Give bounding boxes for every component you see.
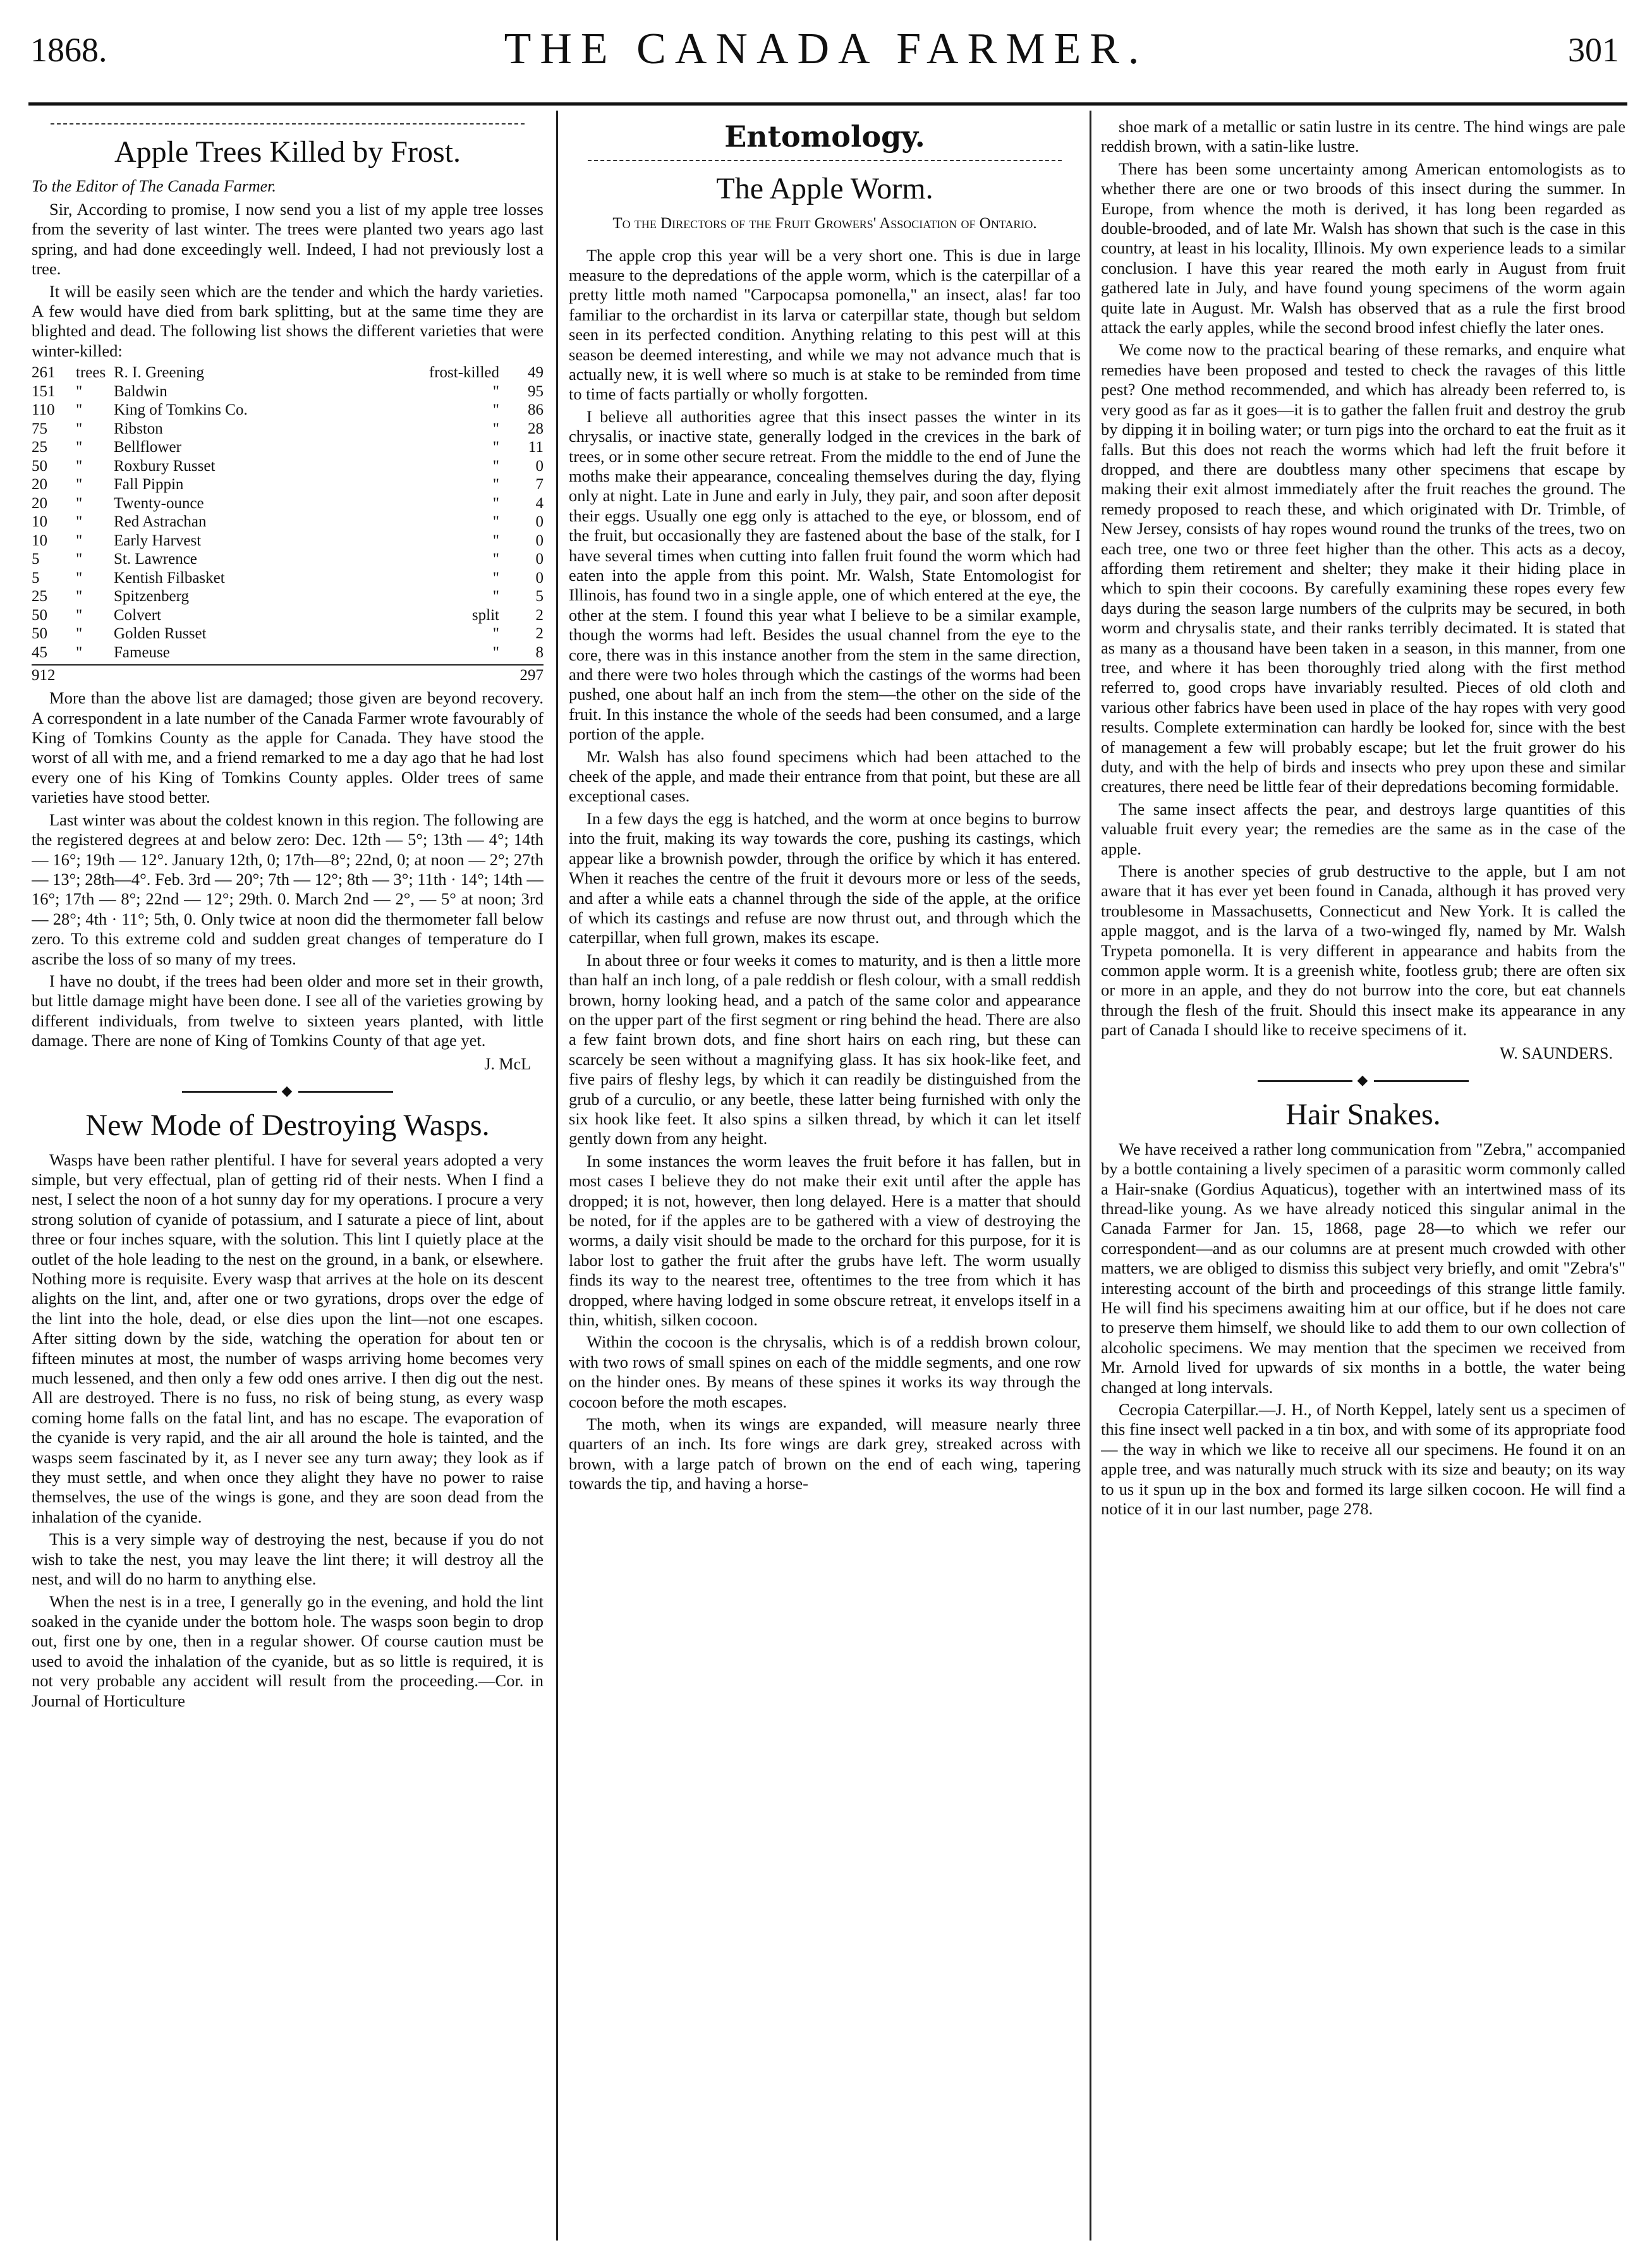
article-address: To the Editor of The Canada Farmer. bbox=[32, 177, 276, 195]
cell-name: Fall Pippin bbox=[114, 476, 184, 494]
paragraph: Mr. Walsh has also found specimens which had been attached to the cheek of the apple, and made their entrance from that point, but these are all exceptional cases. bbox=[569, 746, 1081, 806]
cell-name: Red Astrachan bbox=[114, 513, 207, 531]
cell-q: " bbox=[76, 643, 83, 661]
article-title-apple-worm: The Apple Worm. bbox=[716, 172, 933, 205]
cell-note: " bbox=[492, 420, 499, 437]
section-heading: Entomology. bbox=[724, 119, 925, 154]
cell-n: 261 bbox=[32, 364, 56, 382]
cell-note: " bbox=[492, 476, 499, 494]
rule bbox=[51, 123, 525, 125]
issue-year: 1868. bbox=[30, 31, 107, 69]
article-body bbox=[1101, 117, 1625, 1040]
paragraph: This is a very simple way of destroying the nest, because if you do not wish to take the nest, you may leave the lint there; it will destroy all the nest, and will do no harm to anything else. bbox=[32, 1529, 544, 1589]
cell-q: " bbox=[76, 550, 83, 568]
cell-n: 50 bbox=[32, 625, 47, 643]
paragraph: The apple crop this year will be a very short one. This is due in large measure to the depredations of the apple worm, which is the caterpillar of a pretty little moth named "Carpocapsa pomonella," an insect, alas! far too familiar to the orchardist in its larva or caterpillar state, though but seldom seen in its perfected condition. Anything relating to this pest will at this season be deemed interesting, and while we may not advance much that is actually new, it is well where so much is at stake to be reminded from time to time of facts partially or wholly forgotten. bbox=[569, 245, 1081, 404]
paragraph: In a few days the egg is hatched, and the worm at once begins to burrow into the fruit, making its way towards the core, pushing its castings, which appear like a brownish powder, through the orifice by which it has entered. When it reaches the centre of the fruit it devours more or less of the seeds, and after a while eats a channel through the side of the apple, at the orifice of which its castings and refuse are now thrust out, and through which the caterpillar, when full grown, makes its escape. bbox=[569, 808, 1081, 947]
cell-q: " bbox=[76, 513, 83, 531]
cell-name: Twenty-ounce bbox=[114, 494, 204, 512]
cell-v: 28 bbox=[528, 420, 544, 437]
cell-n: 25 bbox=[32, 439, 47, 456]
table-row bbox=[32, 363, 544, 382]
paragraph: When the nest is in a tree, I generally go in the evening, and hold the lint soaked in the cyanide under the bottom hole. The wasps soon begin to drop out, first one by one, then in a regular shower. Of course caution must be used to avoid the inhalation of the cyanide, but as so little is required, it is not very probable any accident will result from the proceeding.—Cor. in Journal of Horticulture bbox=[32, 1591, 544, 1710]
cell-note: " bbox=[492, 550, 499, 568]
table-row bbox=[32, 438, 544, 457]
newspaper-title: THE CANADA FARMER. bbox=[504, 25, 1148, 73]
paragraph: It will be easily seen which are the tender and which the hardy varieties. A few would have died from bark splitting, but at the same time they are blighted and dead. The following list shows the different varieties that were winter-killed: bbox=[32, 281, 544, 360]
cell-note: " bbox=[492, 439, 499, 456]
cell-n: 10 bbox=[32, 532, 47, 549]
cell-note: split bbox=[471, 606, 499, 624]
cell-v: 95 bbox=[528, 382, 544, 400]
table-row bbox=[32, 532, 544, 550]
cell-n: 151 bbox=[32, 382, 56, 400]
header-rule bbox=[28, 102, 1627, 106]
cell-v: 2 bbox=[535, 606, 544, 624]
cell-v: 7 bbox=[535, 476, 544, 494]
cell-name: Ribston bbox=[114, 420, 163, 437]
cell-n: 110 bbox=[32, 401, 55, 419]
cell-n: 45 bbox=[32, 643, 47, 661]
cell-note: frost-killed bbox=[428, 364, 499, 382]
cell-v: 2 bbox=[535, 625, 544, 643]
ornament-separator: ◆ bbox=[1101, 1072, 1625, 1088]
table-row bbox=[32, 587, 544, 606]
paragraph: Sir, According to promise, I now send you a list of my apple tree losses from the severity of last winter. The trees were planted two years ago last spring, and had done exceedingly well. Indeed, I had not previously lost a tree. bbox=[32, 200, 544, 279]
paragraph: The moth, when its wings are expanded, will measure nearly three quarters of an inch. Its fore wings are dark grey, streaked across with brown, with a large patch of brown on the end of each wing, tapering towards the tip, and having a horse- bbox=[569, 1414, 1081, 1493]
cell-n: 5 bbox=[32, 550, 40, 568]
cell-q: " bbox=[76, 569, 83, 587]
table-row bbox=[32, 494, 544, 513]
table-row bbox=[32, 401, 544, 420]
cell-n: 75 bbox=[32, 420, 47, 437]
cell-q: " bbox=[76, 606, 83, 624]
cell-v: 0 bbox=[535, 550, 544, 568]
cell-name: King of Tomkins Co. bbox=[114, 401, 248, 419]
cell-n: 25 bbox=[32, 588, 47, 605]
article-title-wasps: New Mode of Destroying Wasps. bbox=[85, 1108, 490, 1142]
cell-note: " bbox=[492, 532, 499, 549]
paragraph: Wasps have been rather plentiful. I have for several years adopted a very simple, but very effectual, plan of getting rid of their nests. When I find a nest, I select the noon of a hot sunny day for my operations. I procure a very strong solution of cyanide of potassium, and I saturate a piece of lint, about three or four inches square, with the solution. This lint I quietly place at the outlet of the hole leading to the nest on the ground, in a bank, or elsewhere. Nothing more is requisite. Every wasp that arrives at the hole on its descent alights on the lint, and, after one or two gyrations, drops over the edge of the lint into the hole, dead, or else dies upon the lint—not one escapes. After sitting down by the side, watching the operation for about ten or fifteen minutes at most, the number of wasps arriving home becomes very much lessened, and then only a few odd ones arrive. I then dig out the nest. All are destroyed. There is no fuss, no risk of being stung, as every wasp coming home falls on the fatal lint, and has no escape. The evaporation of the cyanide is very rapid, and the air all around the hole is tainted, and the wasps seem fascinated by it, as I never see any turn away; they look as if they must settle, and when once they alight they have no power to raise themselves, the use of the wings is gone, and they are soon dead from the inhalation of the cyanide. bbox=[32, 1150, 544, 1526]
cell-v: 5 bbox=[535, 588, 544, 605]
cell-v: 0 bbox=[535, 457, 544, 475]
article-address: To the Directors of the Fruit Growers' Association of Ontario. bbox=[612, 215, 1037, 232]
cell-name: Colvert bbox=[114, 606, 161, 624]
cell-v: 8 bbox=[535, 643, 544, 661]
table-row bbox=[32, 513, 544, 532]
cell-q: " bbox=[76, 494, 83, 512]
article-body bbox=[569, 246, 1081, 1494]
cell-note: " bbox=[492, 643, 499, 661]
total-killed: 297 bbox=[519, 667, 544, 684]
cell-name: Spitzenberg bbox=[114, 588, 189, 605]
cell-name: Baldwin bbox=[114, 382, 167, 400]
cell-n: 20 bbox=[32, 494, 47, 512]
cell-name: Golden Russet bbox=[114, 625, 207, 643]
cell-n: 50 bbox=[32, 606, 47, 624]
paragraph: There has been some uncertainty among American entomologists as to whether there are one or two broods of this insect during the summer. In Europe, from whence the moth is derived, it has long been regarded as double-brooded, and of late Mr. Walsh has shown that such is the case in this country, at least in his locality, Illinois. My own experience leads to a similar conclusion. I have this year reared the moth early in August from fruit gathered late in July, and have found young specimens of the worm again quite late in August. Mr. Walsh has observed that as a rule the first brood attack the early apples, while the second brood infest chiefly the later ones. bbox=[1101, 159, 1625, 337]
cell-name: R. I. Greening bbox=[114, 364, 205, 382]
paragraph: I believe all authorities agree that this insect passes the winter in its chrysalis, or inactive state, generally lodged in the crevices in the bark of trees, or in some other secure retreat. From the middle to the end of June the moths make their appearance, concealing themselves during the day, flying only at night. Late in June and early in July, they pair, and soon after deposit their eggs. Usually one egg only is attached to the eye, or blossom, end of the fruit, but occasionally they are fastened about the base of the stalk, for I have several times when cutting into fallen fruit found the worm which had eaten into the apple from this point. Mr. Walsh, State Entomologist for Illinois, has found two in a single apple, one of which entered at the eye, the other at the stem. I found this year what I believe to be a similar example, though the worms had left. Besides the usual channel from the eye to the core, there was in this instance another from the stem in the same direction, and there were two holes through which the castings of the worms had been pushed, one about half an inch from the stem—the other on the side of the fruit. In this instance the whole of the seeds had been consumed, and a large portion of the apple. bbox=[569, 406, 1081, 744]
cell-q: " bbox=[76, 532, 83, 549]
table-row bbox=[32, 382, 544, 401]
paragraph: We have received a rather long communication from "Zebra," accompanied by a bottle containing a lively specimen of a parasitic worm commonly called a Hair-snake (Gordius Aquaticus), together with an intertwined mass of its thread-like young. As we have already noticed this singular animal in the Canada Farmer for Jan. 15, 1868, page 28—to which we refer our correspondent—and as our columns are at present much crowded with other matters, we are obliged to dismiss this subject very briefly, and omit "Zebra's" interesting account of the birth and proceedings of this strange little family. He will find his specimens awaiting him at our office, but if he does not care to preserve them himself, we should like to add them to our own collection of alcoholic specimens. We may mention that the specimen we received from Mr. Arnold lived for upwards of six months in a bottle, the water being changed at long intervals. bbox=[1101, 1139, 1625, 1397]
paragraph: Within the cocoon is the chrysalis, which is of a reddish brown colour, with two rows of small spines on each of the middle segments, and one row on the hinder ones. By means of these spines it works its way through the cocoon before the moth escapes. bbox=[569, 1332, 1081, 1411]
article-title-hair-snakes: Hair Snakes. bbox=[1285, 1097, 1441, 1131]
ornament-separator: ◆ bbox=[32, 1083, 544, 1099]
cell-q: " bbox=[76, 401, 83, 419]
cell-note: " bbox=[492, 625, 499, 643]
paragraph: In some instances the worm leaves the fruit before it has fallen, but in most cases I believe they do not make their exit until after the apple has dropped; it is not, however, then long delayed. Here is a matter that should be noted, for if the apples are to be gathered with a view of destroying the worms, a daily visit should be made to the orchard for this purpose, for it is labor lost to gather the fruit after the grubs have left. The worm usually finds its way to the nearest tree, oftentimes to the tree from which it has dropped, where having lodged in some obscure retreat, it envelops itself in a thin, whitish, silken cocoon. bbox=[569, 1151, 1081, 1330]
cell-note: " bbox=[492, 569, 499, 587]
cell-name: Bellflower bbox=[114, 439, 181, 456]
cell-q: trees bbox=[76, 364, 106, 382]
winter-killed-trees-table bbox=[32, 363, 544, 662]
cell-v: 86 bbox=[528, 401, 544, 419]
cell-note: " bbox=[492, 401, 499, 419]
column-divider bbox=[556, 111, 558, 2241]
page-number: 301 bbox=[1568, 31, 1619, 69]
paragraph: We come now to the practical bearing of these remarks, and enquire what remedies have been proposed and tested to check the ravages of this little pest? One method recommended, and which has already been referred to, is very good as far as it goes—it is to gather the fallen fruit and destroy the grub by dipping it in boiling water; or turn pigs into the orchard to eat the fruit as it falls. But this does not reach the worms which had left the fruit before it dropped, and there are doubtless many other specimens that escape by making their exit almost immediately after the fruit reaches the ground. The remedy proposed to reach these, and which originated with Dr. Trimble, of New Jersey, consists of hay ropes wound round the trunks of the trees, two on each tree, one two or three feet higher than the other. This acts as a decoy, affording them retirement and shelter; they make it their hiding place in which to spin their cocoons. By carefully examining these ropes every few days during the season large numbers of the culprits may be secured, in both worm and chrysalis state, and their ranks terribly decimated. It is stated that as many as a thousand have been taken in a season, in this manner, from one tree, and where it has been thoroughly tried along with the first method referred to, good crops have invariably resulted. Pieces of old cloth and various other fabrics have been used in place of the hay ropes with very good results. Complete extermination can hardly be looked for, since with the best of management a few will probably escape; but let the fruit grower do his duty, and with the help of birds and insects who prey upon these and similar creatures, there need be little fear of their depredations becoming formidable. bbox=[1101, 340, 1625, 796]
cell-name: Early Harvest bbox=[114, 532, 202, 549]
cell-q: " bbox=[76, 625, 83, 643]
table-total bbox=[32, 664, 544, 684]
cell-q: " bbox=[76, 382, 83, 400]
cell-q: " bbox=[76, 439, 83, 456]
table-row bbox=[32, 475, 544, 494]
table-row bbox=[32, 606, 544, 625]
paragraph: There is another species of grub destructive to the apple, but I am not aware that it has ever yet been found in Canada, although it has proved very troublesome in Massachusetts, Connecticut and New York. It is called the apple maggot, and is the larva of a two-winged fly, named by Mr. Walsh Trypeta pomonella. It is very different in appearance and habits from the common apple worm. It is a greenish white, footless grub; there are often six or more in an apple, and they do not burrow into the core, but eat channels through the flesh of the fruit. Should this insect make its appearance in any part of Canada I should like to receive specimens of it. bbox=[1101, 861, 1625, 1040]
signature: W. SAUNDERS. bbox=[1500, 1043, 1613, 1062]
table-row bbox=[32, 457, 544, 476]
paragraph: Cecropia Caterpillar.—J. H., of North Keppel, lately sent us a specimen of this fine insect well packed in a tin box, and with some of its appropriate food — the way in which we like to receive all our specimens. He found it on an apple tree, and was naturally much struck with its size and beauty; on its way to us it spun up in the box and formed its large silken cocoon. He will find a notice of it in our last number, page 278. bbox=[1101, 1399, 1625, 1518]
cell-q: " bbox=[76, 476, 83, 494]
cell-v: 0 bbox=[535, 532, 544, 549]
cell-q: " bbox=[76, 457, 83, 475]
column-divider bbox=[1090, 111, 1091, 2241]
cell-n: 20 bbox=[32, 476, 47, 494]
total-planted: 912 bbox=[32, 667, 56, 684]
cell-n: 50 bbox=[32, 457, 47, 475]
paragraph: Last winter was about the coldest known in this region. The following are the registered degrees at and below zero: Dec. 12th — 5°; 13th — 4°; 14th — 16°; 19th — 12°. January 12th, 0; 17th—8°; 22nd, 0; at noon — 2°; 27th — 13°; 28th—4°. Feb. 3rd — 20°; 7th — 12°; 8th — 3°; 11th · 14°; 14th — 16°; 17th — 8°; 22nd — 12°; 29th. 0. March 2nd — 2°, — 5° at noon; 3rd — 28°; 4th · 11°; 5th, 0. Only twice at noon did the thermometer fall below zero. To this extreme cold and sudden great changes of temperature do I ascribe the loss of so many of my trees. bbox=[32, 810, 544, 968]
table-row bbox=[32, 624, 544, 643]
cell-n: 10 bbox=[32, 513, 47, 531]
table-row bbox=[32, 550, 544, 569]
cell-q: " bbox=[76, 588, 83, 605]
cell-name: Fameuse bbox=[114, 643, 170, 661]
signature: J. McL bbox=[484, 1054, 531, 1073]
paragraph: shoe mark of a metallic or satin lustre in its centre. The hind wings are pale reddish brown, with a satin-like lustre. bbox=[1101, 117, 1625, 156]
cell-note: " bbox=[492, 382, 499, 400]
cell-n: 5 bbox=[32, 569, 40, 587]
column-left bbox=[32, 117, 544, 2234]
paragraph: I have no doubt, if the trees had been older and more set in their growth, but little damage might have been done. I see all of the varieties growing by different individuals, from twelve to sixteen years planted, with little damage. There are none of King of Tomkins County of that age yet. bbox=[32, 971, 544, 1050]
masthead bbox=[0, 0, 1652, 101]
column-right bbox=[1101, 117, 1625, 2234]
table-row bbox=[32, 569, 544, 588]
cell-note: " bbox=[492, 513, 499, 531]
cell-q: " bbox=[76, 420, 83, 437]
cell-v: 4 bbox=[535, 494, 544, 512]
cell-v: 0 bbox=[535, 569, 544, 587]
cell-note: " bbox=[492, 494, 499, 512]
table-row bbox=[32, 643, 544, 662]
cell-v: 49 bbox=[528, 364, 544, 382]
cell-note: " bbox=[492, 457, 499, 475]
cell-note: " bbox=[492, 588, 499, 605]
cell-v: 0 bbox=[535, 513, 544, 531]
paragraph: More than the above list are damaged; those given are beyond recovery. A correspondent in a late number of the Canada Farmer wrote favourably of King of Tomkins County as the apple for Canada. They have stood the worst of all with me, and a friend remarked to me a day ago that he had lost every one of his King of Tomkins County apples. Older trees of same varieties have stood better. bbox=[32, 688, 544, 807]
cell-v: 11 bbox=[528, 439, 544, 456]
paragraph: The same insect affects the pear, and destroys large quantities of this valuable fruit every year; the remedies are the same as in the case of the apple. bbox=[1101, 799, 1625, 858]
cell-name: Roxbury Russet bbox=[114, 457, 216, 475]
rule bbox=[588, 160, 1062, 161]
cell-name: Kentish Filbasket bbox=[114, 569, 225, 587]
cell-name: St. Lawrence bbox=[114, 550, 197, 568]
paragraph: In about three or four weeks it comes to maturity, and is then a little more than half an inch long, of a pale reddish or flesh colour, with a small reddish brown, horny looking head, and a patch of the same color and appearance on the upper part of the first segment or ring behind the head. There are also a few faint brown dots, and fine short hairs on each ring, but these can scarcely be seen without a magnifying glass. It has six hook-like feet, and five pairs of fleshy legs, by which it can readily be distinguished from the grub of a curculio, or any beetle, these latter being furnished with only the six hook like feet. It also spins a silken thread, by which it can let itself gently down from any height. bbox=[569, 950, 1081, 1148]
column-middle bbox=[569, 117, 1081, 2234]
table-row bbox=[32, 420, 544, 439]
article-title-apple-trees: Apple Trees Killed by Frost. bbox=[114, 135, 461, 169]
